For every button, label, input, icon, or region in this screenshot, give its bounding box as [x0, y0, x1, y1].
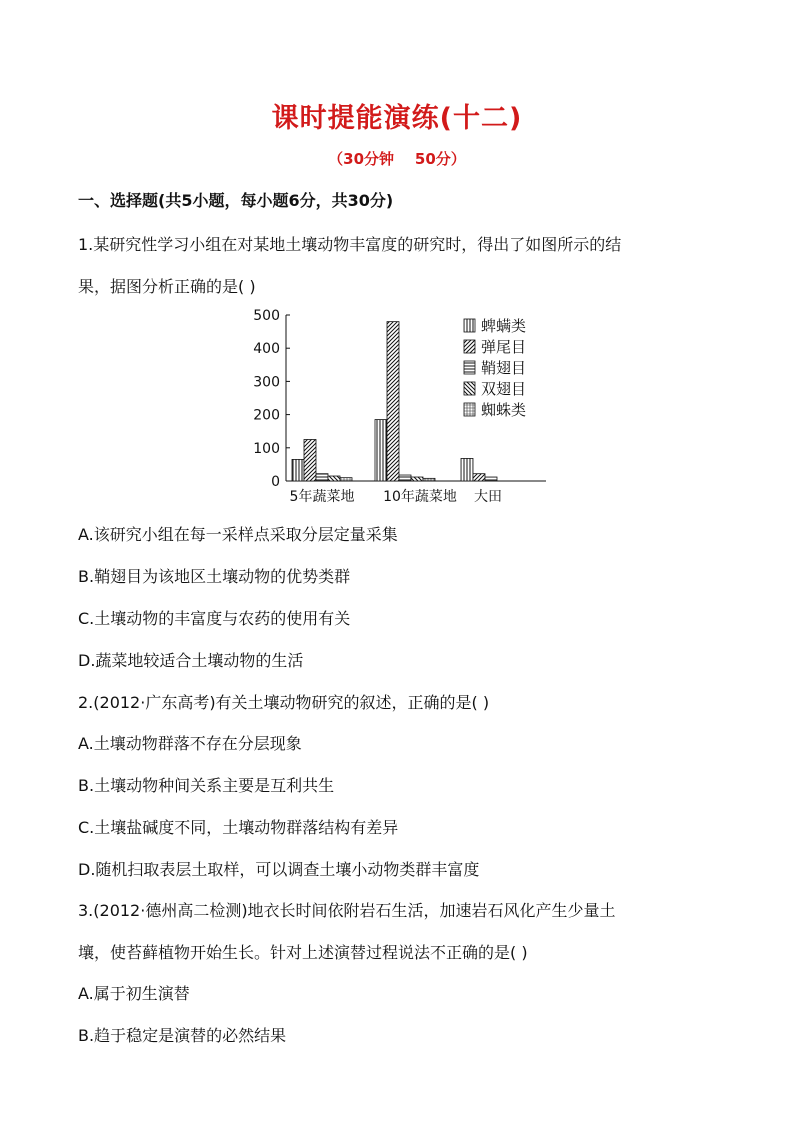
legend-swatch	[464, 382, 475, 395]
x-category-label: 10年蔬菜地	[383, 489, 457, 505]
legend-label: 蜘蛛类	[481, 401, 527, 419]
bar-鞘翅目	[316, 474, 328, 481]
question-2-option: A.土壤动物群落不存在分层现象	[78, 734, 302, 753]
bar-蜱螨类	[292, 459, 304, 481]
legend-label: 弹尾目	[481, 338, 527, 356]
bar-蜱螨类	[461, 458, 473, 481]
question-2-option: C.土壤盐碱度不同，土壤动物群落结构有差异	[78, 818, 399, 837]
question-1-stem-line1: 1.某研究性学习小组在对某地土壤动物丰富度的研究时，得出了如图所示的结	[78, 235, 622, 254]
y-tick-label: 0	[271, 474, 280, 490]
bar-蜱螨类	[375, 420, 387, 481]
legend-swatch	[464, 340, 475, 353]
question-3-option: A.属于初生演替	[78, 984, 190, 1003]
x-category-label: 大田	[474, 489, 502, 505]
question-1-option: A.该研究小组在每一采样点采取分层定量采集	[78, 525, 398, 544]
y-tick-label: 200	[253, 407, 280, 424]
bar-chart	[250, 305, 560, 510]
question-1-option: C.土壤动物的丰富度与农药的使用有关	[78, 609, 351, 628]
y-tick-label: 400	[253, 341, 280, 358]
question-3-option: B.趋于稳定是演替的必然结果	[78, 1026, 287, 1045]
bar-弹尾目	[304, 440, 316, 482]
bar-蜘蛛类	[423, 478, 435, 481]
legend-swatch	[464, 403, 475, 416]
bar-双翅目	[328, 476, 340, 481]
page-title: 课时提能演练(十二)	[271, 103, 523, 134]
y-tick-label: 300	[253, 374, 280, 391]
legend-label: 鞘翅目	[481, 359, 527, 377]
question-1-option: B.鞘翅目为该地区土壤动物的优势类群	[78, 567, 351, 586]
question-3-stem-line1: 3.(2012·德州高二检测)地衣长时间依附岩石生活，加速岩石风化产生少量土	[78, 901, 616, 920]
y-tick-label: 100	[253, 440, 280, 457]
y-tick-label: 500	[253, 308, 280, 324]
question-3-stem-line2: 壤，使苔藓植物开始生长。针对上述演替过程说法不正确的是( )	[78, 943, 528, 962]
legend-swatch	[464, 361, 475, 374]
time-score-info: （30分钟 50分）	[328, 150, 466, 168]
question-1-stem-line2: 果，据图分析正确的是( )	[78, 277, 256, 296]
x-category-label: 5年蔬菜地	[289, 489, 355, 505]
question-2-option: D.随机扫取表层土取样，可以调查土壤小动物类群丰富度	[78, 860, 480, 879]
bar-鞘翅目	[399, 475, 411, 481]
bar-鞘翅目	[485, 477, 497, 481]
legend-label: 蜱螨类	[481, 317, 527, 335]
question-2-option: B.土壤动物种间关系主要是互利共生	[78, 776, 335, 795]
bar-弹尾目	[387, 322, 399, 481]
legend-swatch	[464, 319, 475, 332]
bar-弹尾目	[473, 474, 485, 481]
question-2-stem: 2.(2012·广东高考)有关土壤动物研究的叙述，正确的是( )	[78, 693, 490, 712]
section-heading: 一、选择题(共5小题，每小题6分，共30分)	[78, 191, 394, 210]
legend-label: 双翅目	[481, 380, 527, 398]
bar-双翅目	[411, 477, 423, 481]
bar-蜘蛛类	[340, 478, 352, 481]
question-1-option: D.蔬菜地较适合土壤动物的生活	[78, 651, 304, 670]
